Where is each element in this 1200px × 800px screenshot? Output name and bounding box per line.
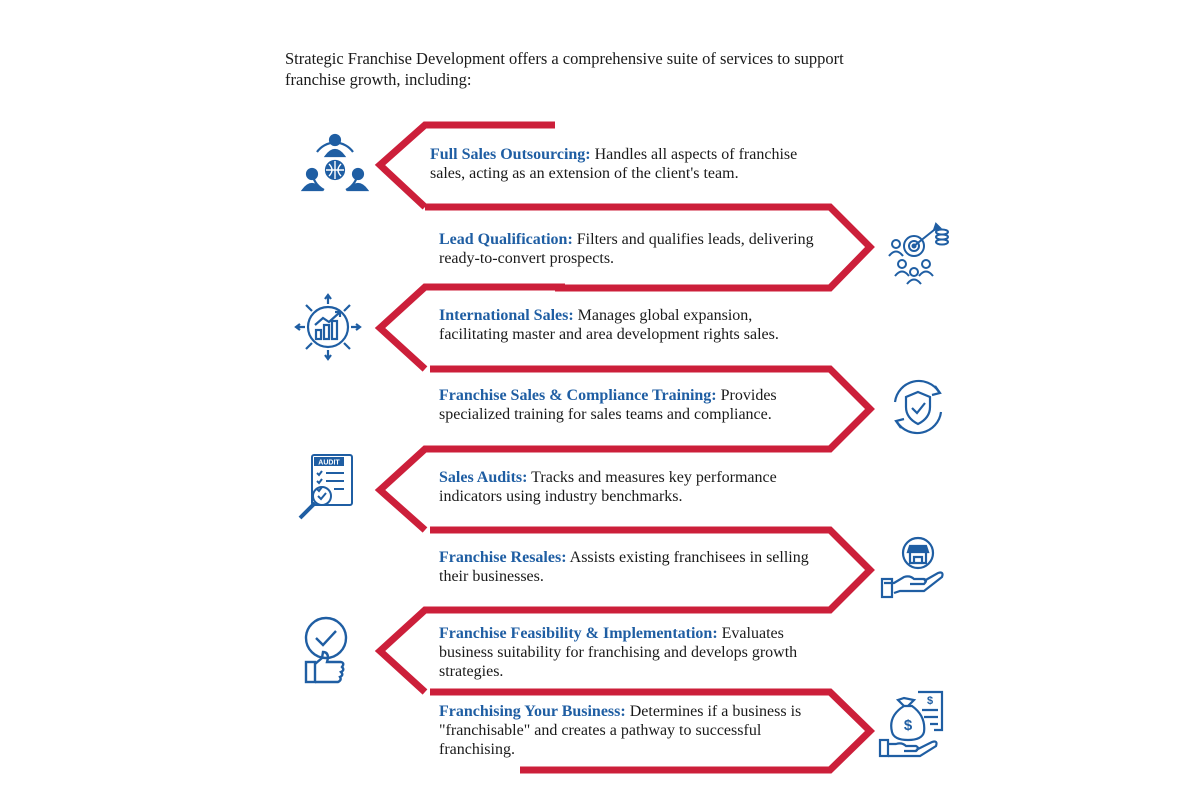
intro-text: Strategic Franchise Development offers a comprehensive suite of services to support franchise growth, including: (285, 49, 844, 89)
service-international-sales: International Sales: Manages global expansion, facilitating master and area development rights sales. (439, 307, 779, 343)
dollar-badge-text: $ (926, 695, 934, 707)
service-feasibility-implementation: Franchise Feasibility & Implementation: Evaluates business suitability for franchising and develops growth strategies. (439, 625, 798, 680)
hand-store-icon (880, 533, 950, 603)
service-franchise-resales: Franchise Resales: Assists existing franchisees in selling their businesses. (439, 549, 809, 585)
shield-check-icon (883, 372, 953, 442)
money-bag-document-icon (878, 690, 948, 760)
audit-badge-text: AUDIT (318, 459, 340, 467)
thumbs-up-check-icon (292, 614, 362, 684)
audit-checklist-icon (292, 452, 362, 522)
service-compliance-training: Franchise Sales & Compliance Training: Provides specialized training for sales teams and compliance. (439, 387, 777, 423)
service-lead-qualification: Lead Qualification: Filters and qualifies leads, delivering ready-to-convert prospects. (439, 231, 814, 267)
growth-chart-icon (293, 292, 363, 362)
service-franchising-your-business: Franchising Your Business: Determines if a business is "franchisable" and creates a pathway to successful franchising. (439, 703, 802, 758)
service-full-sales-outsourcing: Full Sales Outsourcing: Handles all aspects of franchise sales, acting as an extension of the client's team. (430, 146, 798, 182)
bag-dollar-text: $ (903, 717, 913, 734)
team-globe-icon (300, 130, 370, 200)
service-sales-audits: Sales Audits: Tracks and measures key performance indicators using industry benchmarks. (439, 469, 777, 505)
target-leads-icon (882, 216, 952, 286)
